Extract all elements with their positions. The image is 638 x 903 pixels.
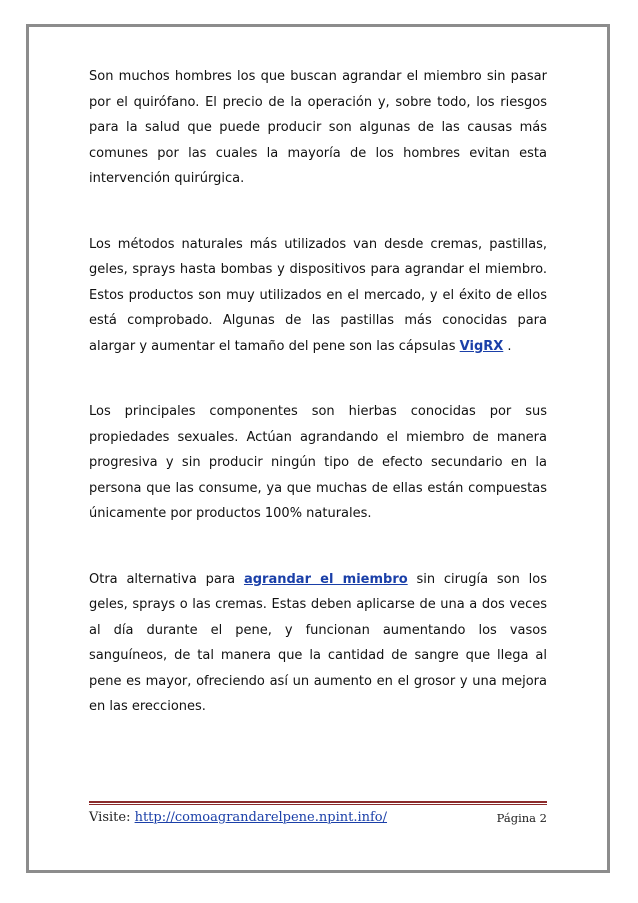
footer-prefix: Visite: (89, 810, 135, 825)
agrandar-miembro-link[interactable]: agrandar el miembro (243, 571, 408, 587)
footer-url-link[interactable]: http://comoagrandarelpene.npint.info/ (134, 810, 388, 825)
paragraph-4-start: Otra alternativa para (89, 571, 244, 587)
paragraph-1-text: Son muchos hombres los que buscan agrandar el miembro sin pasar por el quirófano. El precio de la operación y, sobre todo, los riesgos para la salud que puede producir son algunas de las causas más comunes por las cuales la mayoría de los hombres evitan esta intervención quirúrgica. (89, 69, 547, 186)
paragraph-2-end: . (503, 338, 512, 354)
paragraph-2-text: Los métodos naturales más utilizados van desde cremas, pastillas, geles, sprays hasta bombas y dispositivos para agrandar el miembro. Estos productos son muy utilizados en el mercado, y el éxito de ellos está comprobado. Algunas de las pastillas más conocidas para alargar y aumentar el tamaño del pene son las cápsulas (89, 236, 547, 354)
footer-rule-thin (89, 804, 547, 805)
paragraph-3-text: Los principales componentes son hierbas conocidas por sus propiedades sexuales. Actúan agrandando el miembro de manera progresiva y sin producir ningún tipo de efecto secundario en la persona que las consume, ya que muchas de ellas están compuestas únicamente por productos 100% naturales. (89, 404, 547, 521)
paragraph-4 (89, 567, 547, 720)
paragraph-1 (89, 64, 547, 192)
paragraph-3 (89, 399, 547, 527)
paragraph-4-text: sin cirugía son los geles, sprays o las cremas. Estas deben aplicarse de una a dos veces al día durante el pene, y funcionan aumentando los vasos sanguíneos, de tal manera que la cantidad de sangre que llega al pene es mayor, ofreciendo así un aumento en el grosor y una mejora en las erecciones. (89, 571, 548, 714)
page-footer (89, 810, 547, 830)
page-number: Página 2 (496, 811, 547, 825)
vigrx-link[interactable]: VigRX (459, 338, 504, 354)
paragraph-2 (89, 232, 547, 360)
footer-rule-thick (89, 801, 547, 803)
footer-visit (89, 810, 387, 825)
document-body (89, 64, 547, 720)
